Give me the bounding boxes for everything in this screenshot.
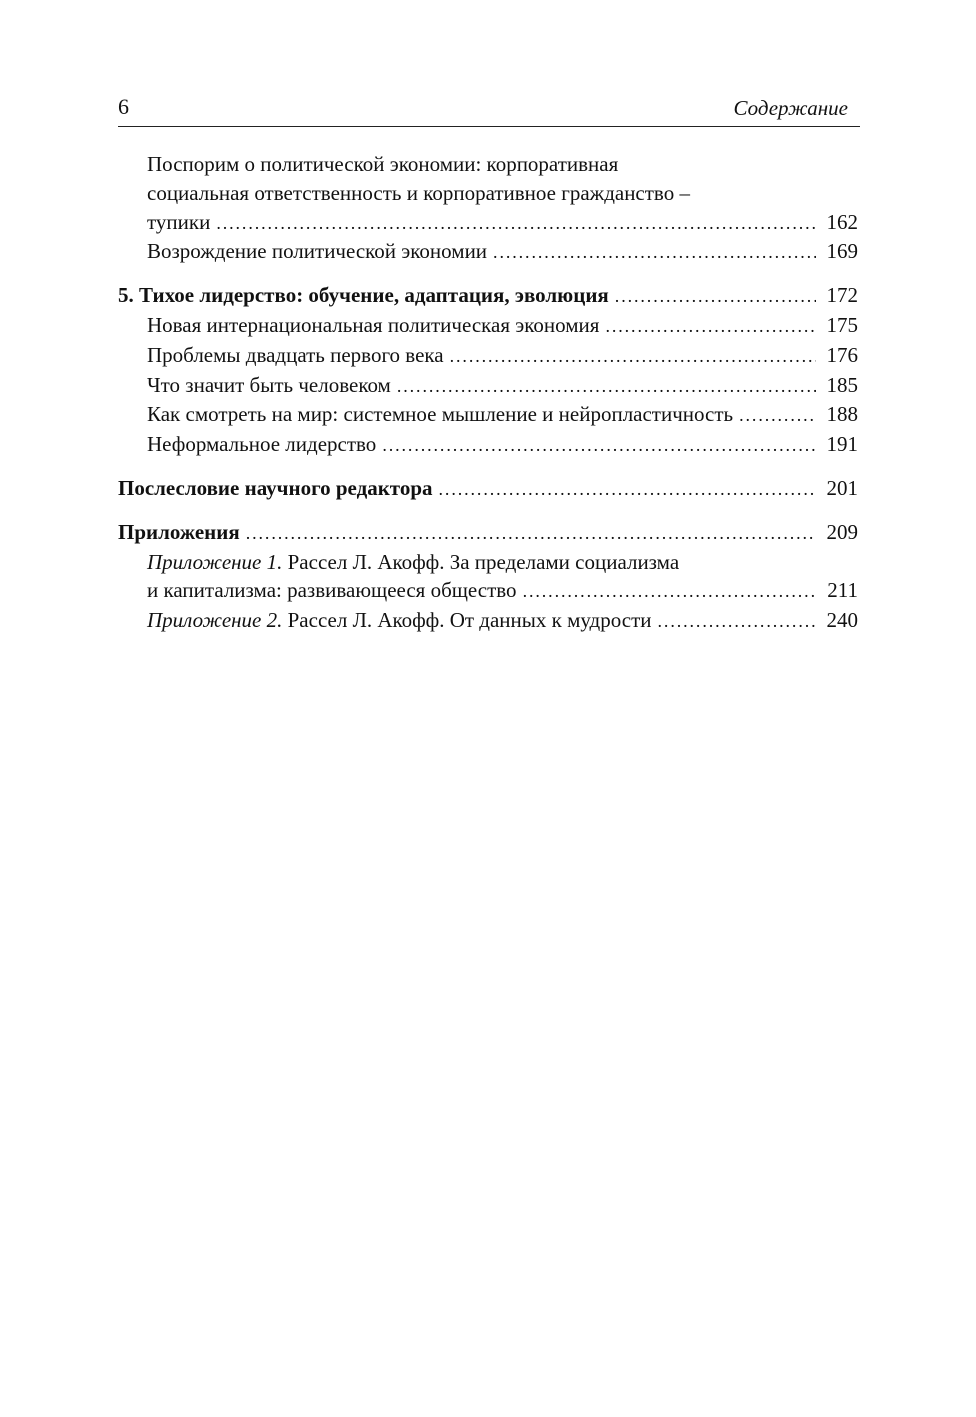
toc-entry-informal-leadership[interactable] bbox=[118, 430, 858, 460]
toc-page-number: 240 bbox=[826, 608, 858, 633]
toc-appendix-1[interactable] bbox=[118, 576, 858, 606]
toc-page-number: 211 bbox=[827, 578, 858, 603]
dot-leader bbox=[397, 371, 816, 401]
appendix-label: Приложение 1. bbox=[147, 549, 283, 574]
toc-entry-title: Неформальное лидерство bbox=[147, 432, 377, 457]
toc-chapter-5[interactable] bbox=[118, 281, 858, 311]
toc-entry-political-economy[interactable] bbox=[118, 208, 858, 238]
toc-entry-title: Возрождение политической экономии bbox=[147, 239, 488, 264]
page-number: 6 bbox=[118, 94, 129, 119]
dot-leader bbox=[615, 281, 816, 311]
toc-page-number: 162 bbox=[826, 209, 858, 234]
toc-page-number: 169 bbox=[826, 239, 858, 264]
toc-page-number: 172 bbox=[826, 283, 858, 308]
dot-leader bbox=[439, 474, 816, 504]
appendix-title: Рассел Л. Акофф. От данных к мудрости bbox=[282, 608, 652, 633]
toc-chapter-title: 5. Тихое лидерство: обучение, адаптация, эволюция bbox=[118, 283, 609, 308]
toc-chapter-title: Приложения bbox=[118, 519, 240, 544]
dot-leader bbox=[523, 576, 816, 606]
toc-entry-systems-thinking[interactable] bbox=[118, 400, 858, 430]
toc-entry-political-economy-line1: Поспорим о политической экономии: корпоративная bbox=[147, 152, 619, 176]
toc-entry-21st-century[interactable] bbox=[118, 341, 858, 371]
appendix-label: Приложение 2. bbox=[147, 608, 283, 633]
running-title: Содержание bbox=[733, 96, 848, 120]
dot-leader bbox=[658, 606, 816, 636]
toc-entry-title: и капитализма: развивающееся общество bbox=[147, 578, 517, 603]
toc-page-number: 175 bbox=[826, 312, 858, 337]
toc-page-number: 209 bbox=[826, 519, 858, 544]
dot-leader bbox=[605, 311, 816, 341]
dot-leader bbox=[382, 430, 816, 460]
toc-entry-title: Проблемы двадцать первого века bbox=[147, 342, 444, 367]
page-header bbox=[118, 92, 860, 127]
toc-page-number: 185 bbox=[826, 372, 858, 397]
toc-appendix-1-line1 bbox=[118, 548, 858, 577]
toc-entry-political-economy-line2: социальная ответственность и корпоративное гражданство – bbox=[147, 180, 690, 205]
appendix-title: Рассел Л. Акофф. За пределами социализма bbox=[282, 549, 680, 574]
toc-page-number: 201 bbox=[826, 475, 858, 500]
toc-afterword[interactable] bbox=[118, 474, 858, 504]
toc-entry-title bbox=[147, 606, 652, 635]
dot-leader bbox=[493, 237, 816, 267]
toc-entry-title: Как смотреть на мир: системное мышление и нейропластичность bbox=[147, 402, 734, 427]
toc-appendices[interactable] bbox=[118, 518, 858, 548]
dot-leader bbox=[450, 341, 816, 371]
toc-appendix-2[interactable] bbox=[118, 606, 858, 636]
toc-page-number: 191 bbox=[826, 432, 858, 457]
toc-entry-revival[interactable] bbox=[118, 237, 858, 267]
toc-page-number: 176 bbox=[826, 342, 858, 367]
table-of-contents bbox=[118, 150, 858, 636]
toc-chapter-title: Послесловие научного редактора bbox=[118, 475, 433, 500]
toc-entry-new-international[interactable] bbox=[118, 311, 858, 341]
toc-entry-title: Новая интернациональная политическая экономия bbox=[147, 312, 600, 337]
toc-entry-being-human[interactable] bbox=[118, 371, 858, 401]
toc-page-number: 188 bbox=[826, 402, 858, 427]
dot-leader bbox=[739, 400, 816, 430]
toc-entry-title: Что значит быть человеком bbox=[147, 372, 391, 397]
dot-leader bbox=[216, 208, 816, 238]
toc-entry-title: тупики bbox=[147, 209, 211, 234]
dot-leader bbox=[246, 518, 816, 548]
